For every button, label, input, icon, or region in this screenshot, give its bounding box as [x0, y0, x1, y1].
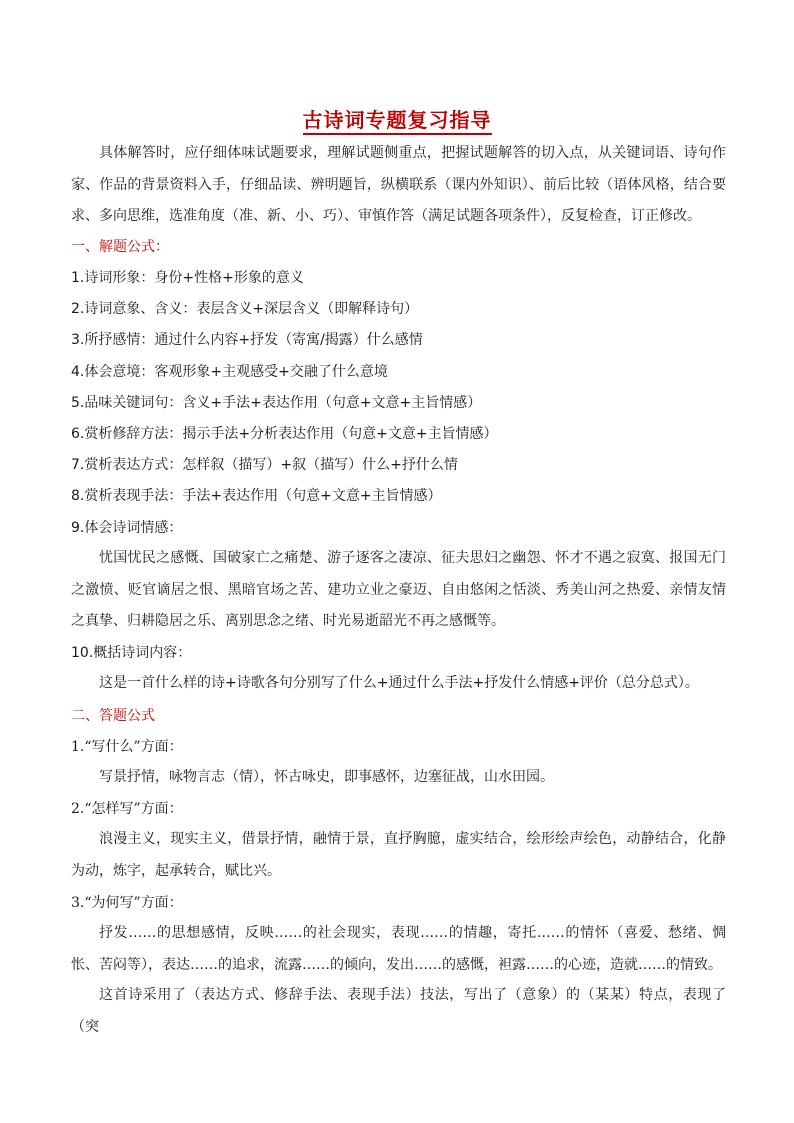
formula-item-9: 9.体会诗词情感：	[71, 520, 183, 536]
page-title	[0, 104, 794, 133]
what-paragraph: 写景抒情，咏物言志（情），怀古咏史，即事感怀，边塞征战，山水田园。	[99, 769, 554, 785]
formula-item-2: 2.诗词意象、含义：表层含义+深层含义（即解释诗句）	[71, 301, 419, 317]
content-paragraph: 这是一首什么样的诗+诗歌各句分别写了什么+通过什么手法+抒发什么情感+评价（总分总式）。	[99, 675, 699, 691]
page-title-text: 古诗词专题复习指导	[303, 108, 492, 135]
section1-heading: 一、解题公式：	[71, 239, 169, 255]
why-label: 3.“为何写”方面：	[71, 895, 183, 911]
how-paragraph: 浪漫主义，现实主义，借景抒情，融情于景，直抒胸臆，虚实结合，绘形绘声绘色，动静结合，化静为动，炼字，起承转合，赋比兴。	[71, 831, 726, 879]
intro-paragraph: 具体解答时，应仔细体味试题要求，理解试题侧重点，把握试题解答的切入点，从关键词语、诗句作家、作品的背景资料入手，仔细品读、辨明题旨，纵横联系（课内外知识）、前后比较（语体风格，结合要求、多向思维，选准角度（准、新、小、巧）、审慎作答（满足试题各项条件），反复检查，订正修改。	[71, 145, 726, 224]
formula-item-8: 8.赏析表现手法：手法+表达作用（句意+文意+主旨情感）	[71, 488, 442, 504]
formula-item-5: 5.品味关键词句：含义+手法+表达作用（句意+文意+主旨情感）	[71, 395, 482, 411]
what-label: 1.“写什么”方面：	[71, 739, 183, 755]
formula-item-7: 7.赏析表达方式：怎样叙（描写）+叙（描写）什么+抒什么情	[71, 457, 458, 473]
formula-item-1: 1.诗词形象：身份+性格+形象的意义	[71, 270, 304, 286]
closing-paragraph: 这首诗采用了（表达方式、修辞手法、表现手法）技法，写出了（意象）的（某某）特点，表现了（突	[71, 987, 726, 1035]
formula-item-3: 3.所抒感情：通过什么内容+抒发（寄寓/揭露）什么感情	[71, 332, 423, 348]
formula-item-10: 10.概括诗词内容：	[71, 645, 192, 661]
emotions-paragraph: 忧国忧民之感慨、国破家亡之痛楚、游子逐客之凄凉、征夫思妇之幽怨、怀才不遇之寂寞、报国无门之激愤、贬官谪居之恨、黑暗官场之苦、建功立业之豪迈、自由悠闲之恬淡、秀美山河之热爱、亲情友情之真挚、归耕隐居之乐、离别思念之绪、时光易逝韶光不再之感慨等。	[71, 550, 726, 629]
formula-item-6: 6.赏析修辞方法：揭示手法+分析表达作用（句意+文意+主旨情感）	[71, 426, 498, 442]
how-label: 2.“怎样写”方面：	[71, 801, 183, 817]
why-paragraph: 抒发……的思想感情，反映……的社会现实，表现……的情趣，寄托……的情怀（喜爱、愁绪、惆怅、苦闷等），表达……的追求，流露……的倾向，发出……的感慨，袒露……的心迹，造就……的情致。	[71, 925, 726, 973]
section2-heading: 二、答题公式	[71, 708, 155, 724]
formula-item-4: 4.体会意境：客观形象+主观感受+交融了什么意境	[71, 364, 388, 380]
